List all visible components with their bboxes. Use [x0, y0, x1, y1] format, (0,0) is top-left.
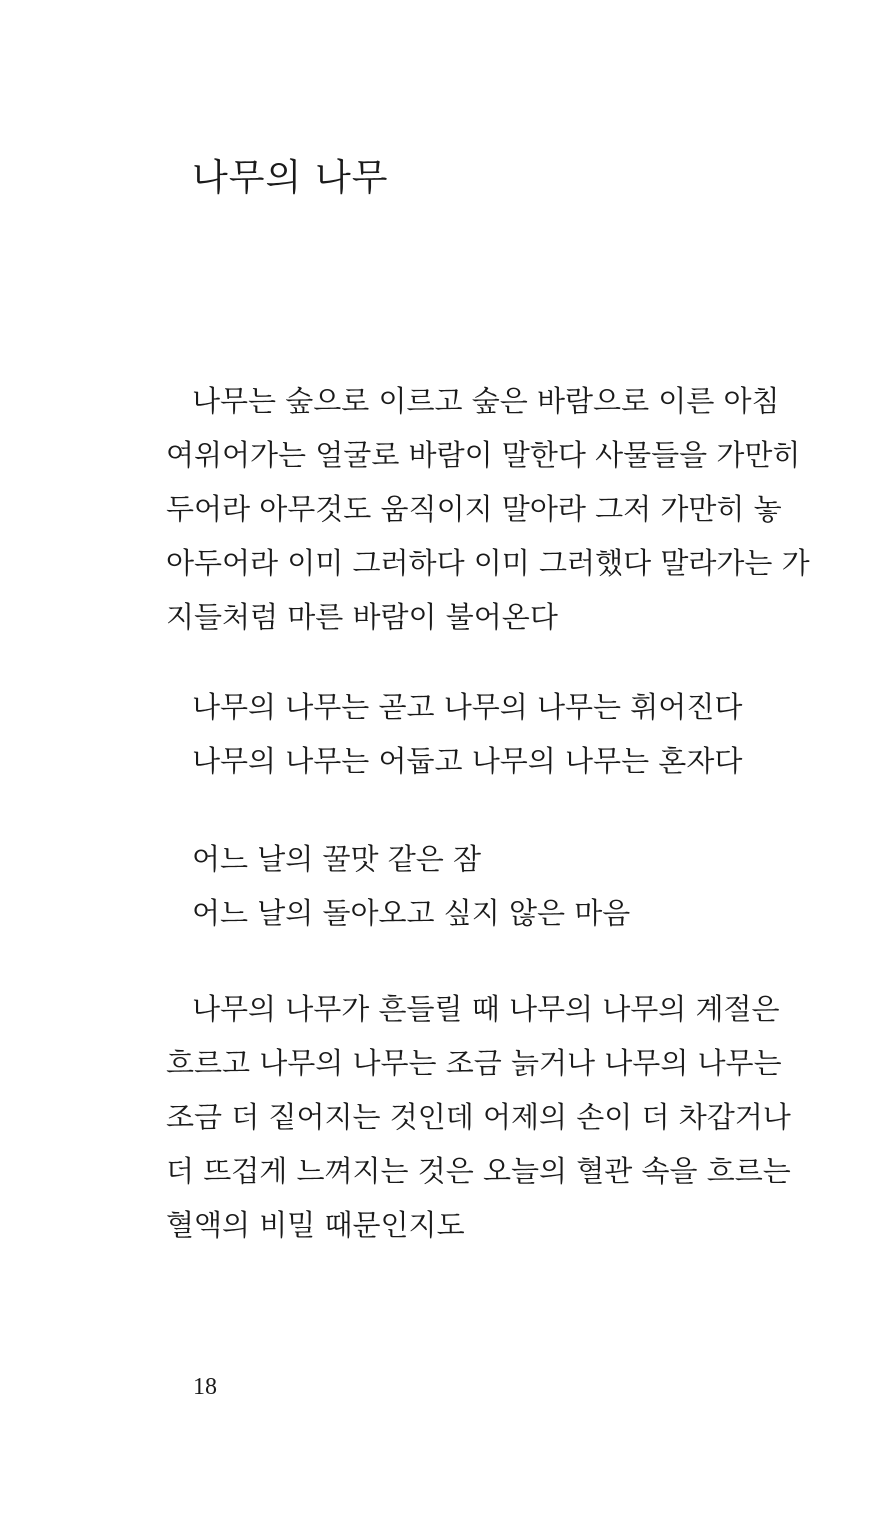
stanza-1-line-4: 아두어라 이미 그러하다 이미 그러했다 말라가는 가 [166, 546, 810, 580]
stanza-4-line-5: 혈액의 비밀 때문인지도 [166, 1208, 465, 1242]
stanza-4-line-3: 조금 더 짙어지는 것인데 어제의 손이 더 차갑거나 [166, 1100, 791, 1134]
stanza-4-line-1: 나무의 나무가 흔들릴 때 나무의 나무의 계절은 [192, 992, 780, 1026]
stanza-1-line-2: 여위어가는 얼굴로 바람이 말한다 사물들을 가만히 [166, 438, 801, 472]
stanza-4-line-2: 흐르고 나무의 나무는 조금 늙거나 나무의 나무는 [166, 1046, 782, 1080]
stanza-3-line-2: 어느 날의 돌아오고 싶지 않은 마음 [192, 896, 631, 930]
stanza-4-line-4: 더 뜨겁게 느껴지는 것은 오늘의 혈관 속을 흐르는 [166, 1154, 791, 1188]
stanza-2 [166, 680, 766, 788]
stanza-2-line-1: 나무의 나무는 곧고 나무의 나무는 휘어진다 [192, 690, 743, 724]
stanza-1 [166, 374, 810, 644]
stanza-1-line-1: 나무는 숲으로 이르고 숲은 바람으로 이른 아침 [192, 384, 780, 418]
stanza-3-line-1: 어느 날의 꿀맛 같은 잠 [192, 842, 481, 876]
stanza-1-line-5: 지들처럼 마른 바람이 불어온다 [166, 600, 558, 634]
page-number: 18 [193, 1374, 217, 1400]
stanza-4 [166, 982, 791, 1252]
stanza-2-line-2: 나무의 나무는 어둡고 나무의 나무는 혼자다 [192, 744, 743, 778]
poem-title: 나무의 나무 [192, 156, 389, 199]
stanza-3 [166, 832, 766, 940]
stanza-1-line-3: 두어라 아무것도 움직이지 말아라 그저 가만히 놓 [166, 492, 782, 526]
